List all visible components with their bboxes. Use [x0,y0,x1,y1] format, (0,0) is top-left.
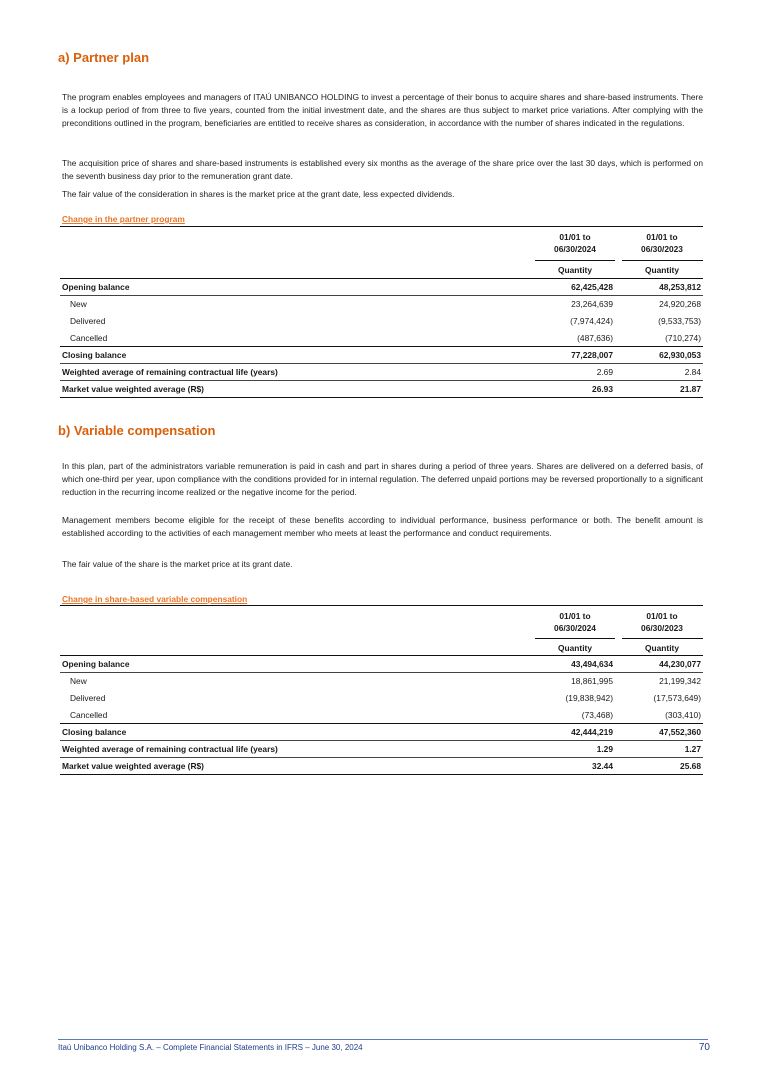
table-row [62,296,703,313]
footer-text: Itaú Unibanco Holding S.A. – Complete Financial Statements in IFRS – June 30, 2024 [58,1043,363,1052]
paragraph: The fair value of the consideration in shares is the market price at the grant date, less expected dividends. [62,189,455,199]
table-row [62,364,703,381]
column-header-line: 01/01 to [646,611,678,621]
row-value-2023: (9,533,753) [658,316,701,326]
column-header-line: 06/30/2023 [641,244,683,254]
row-value-2024: 32.44 [592,761,613,771]
table-bottom-rule [60,774,703,775]
column-rule [535,638,615,639]
row-value-2024: (73,468) [581,710,613,720]
row-value-2023: (17,573,649) [653,693,701,703]
paragraph: In this plan, part of the administrators variable remuneration is paid in cash and part in shares during a period of three years. Shares are delivered on a deferred basis, of which one-third per year, upon compliance with the conditions provided for in internal regulation. The deferred unpaid portions may be reversed proportionally to a significant reduction in the recurring income realized or the negative income for the period. [62,461,703,498]
table-row [62,758,703,775]
paragraph: Management members become eligible for the receipt of these benefits according to individual performance, business performance or both. The benefit amount is established according to the activities of each management member who meets at least the performance and conduct requirements. [62,515,703,539]
table-bottom-rule [60,397,703,398]
column-subheader: Quantity [645,643,679,653]
row-value-2024: 43,494,634 [571,659,613,669]
row-value-2023: (303,410) [665,710,701,720]
table-row [62,690,703,707]
row-value-2023: 1.27 [684,744,701,754]
row-label: New [70,299,87,309]
table-row [62,347,703,364]
column-header-line: 06/30/2024 [554,623,596,633]
table-title: Change in share-based variable compensation [62,594,248,604]
paragraph: The program enables employees and managers of ITAÚ UNIBANCO HOLDING to invest a percentage of their bonus to acquire shares and share-based instruments. There is a lockup period of from three to five years, counted from the initial investment date, and the shares are thus subject to market price variations. After complying with the preconditions outlined in the program, beneficiaries are entitled to receive shares as consideration, in accordance with the number of shares indicated in the regulations. [62,92,703,129]
row-value-2023: 21.87 [680,384,701,394]
row-label: New [70,676,87,686]
column-header [622,231,702,255]
row-label: Market value weighted average (R$) [62,761,204,771]
row-value-2024: 2.69 [596,367,613,377]
table-top-rule [60,605,703,606]
table-top-rule [60,226,703,227]
row-value-2024: (487,636) [577,333,613,343]
table-row [62,313,703,330]
row-value-2023: 48,253,812 [659,282,701,292]
column-header-line: 01/01 to [559,232,591,242]
row-label: Opening balance [62,659,130,669]
row-label: Closing balance [62,727,127,737]
row-value-2023: 44,230,077 [659,659,701,669]
row-value-2024: 26.93 [592,384,613,394]
row-value-2024: (7,974,424) [570,316,613,326]
page-number: 70 [698,1042,710,1053]
row-value-2023: 21,199,342 [659,676,701,686]
table-row [62,673,703,690]
column-header [535,610,615,634]
column-header-line: 01/01 to [646,232,678,242]
row-label: Cancelled [70,333,108,343]
row-value-2023: (710,274) [665,333,701,343]
column-header [535,231,615,255]
column-subheader: Quantity [645,265,679,275]
row-value-2024: 23,264,639 [571,299,613,309]
row-label: Cancelled [70,710,108,720]
paragraph: The acquisition price of shares and share-based instruments is established every six months as the average of the share price over the last 30 days, which is performed on the seventh business day prior to the remuneration grant date. [62,158,703,182]
footer-rule [58,1039,708,1040]
row-label: Market value weighted average (R$) [62,384,204,394]
paragraph: The fair value of the share is the market price at its grant date. [62,559,293,569]
row-label: Delivered [70,316,106,326]
table-row [62,330,703,347]
row-value-2023: 24,920,268 [659,299,701,309]
row-value-2024: 18,861,995 [571,676,613,686]
row-value-2023: 62,930,053 [659,350,701,360]
column-header-line: 06/30/2024 [554,244,596,254]
section-title-partner-plan: a) Partner plan [58,50,150,65]
row-label: Closing balance [62,350,127,360]
row-value-2024: 77,228,007 [571,350,613,360]
row-label: Delivered [70,693,106,703]
column-header [622,610,702,634]
section-title-variable-compensation: b) Variable compensation [58,423,216,438]
column-rule [622,260,703,261]
row-value-2023: 47,552,360 [659,727,701,737]
column-header-line: 06/30/2023 [641,623,683,633]
table-row [62,656,703,673]
row-value-2024: 42,444,219 [571,727,613,737]
column-subheader: Quantity [558,643,592,653]
table-row [62,724,703,741]
column-rule [622,638,703,639]
row-value-2023: 25.68 [680,761,701,771]
row-label: Opening balance [62,282,130,292]
row-label: Weighted average of remaining contractual life (years) [62,744,278,754]
table-row [62,741,703,758]
row-label: Weighted average of remaining contractual life (years) [62,367,278,377]
column-header-line: 01/01 to [559,611,591,621]
row-value-2024: (19,838,942) [565,693,613,703]
column-rule [535,260,615,261]
table-row [62,707,703,724]
table-row [62,279,703,296]
column-subheader: Quantity [558,265,592,275]
row-value-2024: 62,425,428 [571,282,613,292]
table-title: Change in the partner program [62,214,185,224]
row-value-2024: 1.29 [596,744,613,754]
row-value-2023: 2.84 [684,367,701,377]
table-row [62,381,703,398]
